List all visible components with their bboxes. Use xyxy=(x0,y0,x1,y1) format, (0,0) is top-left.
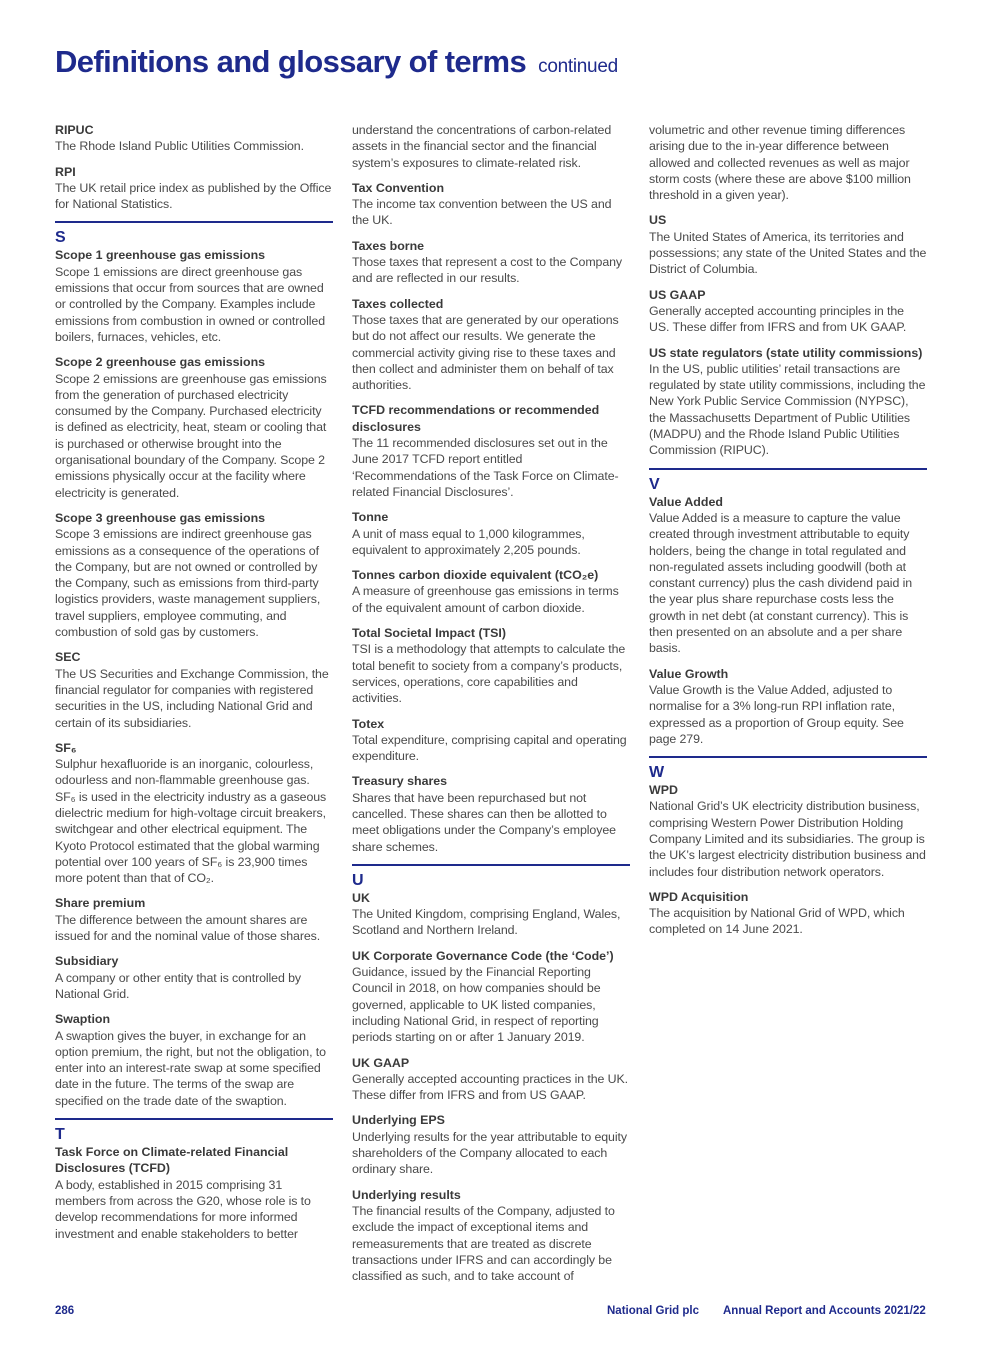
glossary-term: Scope 2 greenhouse gas emissions xyxy=(55,355,266,370)
glossary-definition: The difference between the amount shares are issued for and the nominal value of those shares. xyxy=(55,912,321,944)
glossary-term: Value Added xyxy=(649,494,723,509)
glossary-term: US state regulators (state utility commissions) xyxy=(649,345,923,360)
continued-definition: volumetric and other revenue timing differences arising due to the in-year difference between allowed and collected revenues as well as major storm costs (where these are above $100 million threshold in a given year). xyxy=(649,123,911,203)
footer-report-title: Annual Report and Accounts 2021/22 xyxy=(723,1305,926,1317)
glossary-term: Share premium xyxy=(55,896,146,911)
glossary-entry xyxy=(55,895,333,944)
glossary-term: US xyxy=(649,213,667,228)
glossary-definition: The acquisition by National Grid of WPD, which completed on 14 June 2021. xyxy=(649,906,905,937)
glossary-definition: The United Kingdom, comprising England, Wales, Scotland and Northern Ireland. xyxy=(352,907,621,938)
glossary-term: Taxes collected xyxy=(352,296,444,311)
glossary-entry xyxy=(352,948,630,1046)
continued-definition: understand the concentrations of carbon-related assets in the financial sector and the financial system’s exposures to climate-related risk. xyxy=(352,123,612,170)
glossary-column-2 xyxy=(352,122,630,1293)
glossary-definition: TSI is a methodology that attempts to calculate the total benefit to society from a company’s products, services, operations, core capabilities and activities. xyxy=(352,642,626,706)
glossary-term: Tax Convention xyxy=(352,180,445,195)
glossary-term: UK GAAP xyxy=(352,1055,410,1070)
glossary-entry xyxy=(649,212,927,277)
entry-group xyxy=(649,212,927,458)
glossary-term: TCFD recommendations or recommended disclosures xyxy=(352,403,600,434)
glossary-term: Treasury shares xyxy=(352,774,448,789)
glossary-term: Value Growth xyxy=(649,666,729,681)
glossary-entry xyxy=(352,625,630,706)
glossary-entry xyxy=(649,666,927,747)
glossary-definition: Those taxes that are generated by our operations but do not affect our results. We generate the commercial activity giving rise to these taxes and then collect and administer them on behalf of tax authorities. xyxy=(352,312,619,393)
glossary-definition: Sulphur hexafluoride is an inorganic, colourless, odourless and non-flammable greenhouse gas. SF₆ is used in the electricity industry as a gaseous dielectric medium for high-voltage circuit breakers, switchgear and other electrical equipment. The Kyoto Protocol estimated that the global warming potential over 100 years of SF₆ is 23,900 times more potent than that of CO₂. xyxy=(55,757,327,886)
glossary-term: SF₆ xyxy=(55,740,77,755)
section-letter: U xyxy=(352,871,364,889)
glossary-entry xyxy=(55,649,333,730)
glossary-definition: The US Securities and Exchange Commission, the financial regulator for companies with registered securities in the US, including National Grid and certain of its subsidiaries. xyxy=(55,666,329,730)
glossary-entry xyxy=(55,354,333,501)
glossary-term: UK xyxy=(352,890,370,905)
glossary-definition: A unit of mass equal to 1,000 kilogrammes, equivalent to approximately 2,205 pounds. xyxy=(352,526,585,557)
glossary-term: SEC xyxy=(55,650,81,665)
section-letter: T xyxy=(55,1126,65,1144)
glossary-definition: A measure of greenhouse gas emissions in terms of the equivalent amount of carbon dioxide. xyxy=(352,584,619,615)
glossary-definition: A body, established in 2015 comprising 31 members from across the G20, whose role is to develop recommendations for more informed investment and enable stakeholders to better xyxy=(55,1177,311,1241)
glossary-term: UK Corporate Governance Code (the ‘Code’) xyxy=(352,948,614,963)
glossary-entry xyxy=(55,122,333,155)
glossary-definition: Value Added is a measure to capture the value created through investment attributable to equity holders, being the change in total regulated and non-regulated assets including goodwill (both at constant currency) plus the cash dividend paid in the year plus share repurchase costs less the growth in net debt (at constant currency). This is then presented on an absolute and a per share basis. xyxy=(649,510,913,656)
page-number: 286 xyxy=(55,1305,75,1317)
glossary-entry xyxy=(352,509,630,558)
glossary-definition: The 11 recommended disclosures set out in the June 2017 TCFD report entitled ‘Recommendations of the Task Force on Climate-related Financial Disclosures’. xyxy=(352,436,619,499)
glossary-column-1 xyxy=(55,122,333,1251)
title-suffix: continued xyxy=(538,56,618,77)
glossary-term: Scope 3 greenhouse gas emissions xyxy=(55,510,266,525)
section-letter: S xyxy=(55,229,66,247)
glossary-definition: The UK retail price index as published by the Office for National Statistics. xyxy=(55,180,332,212)
glossary-definition: Value Growth is the Value Added, adjusted to normalise for a 3% long-run RPI inflation rate, expressed as a proportion of Group equity. See page 279. xyxy=(649,682,904,746)
section-letter: V xyxy=(649,475,660,493)
glossary-entry xyxy=(55,510,333,640)
glossary-entry xyxy=(55,953,333,1002)
glossary-definition: Scope 3 emissions are indirect greenhouse gas emissions as a consequence of the operations of the Company, but are not owned or controlled by the Company, such as emissions from third-party logistics providers, waste management suppliers, travel suppliers, employee commuting, and combustion of sold gas by customers. xyxy=(55,527,321,640)
glossary-entry xyxy=(352,773,630,854)
glossary-entry xyxy=(352,296,630,394)
glossary-definition: Total expenditure, comprising capital and operating expenditure. xyxy=(352,732,627,764)
glossary-term: Tonnes carbon dioxide equivalent (tCO₂e) xyxy=(352,568,599,583)
glossary-entry xyxy=(352,238,630,287)
glossary-definition: The United States of America, its territories and possessions; any state of the United States and the District of Columbia. xyxy=(649,229,927,277)
glossary-entry xyxy=(649,494,927,657)
glossary-entry xyxy=(352,1187,630,1285)
glossary-term: Subsidiary xyxy=(55,954,119,969)
glossary-term: Underlying EPS xyxy=(352,1113,445,1128)
glossary-term: Tonne xyxy=(352,510,389,525)
glossary-definition: Generally accepted accounting practices in the UK. These differ from IFRS and from US GAAP. xyxy=(352,1071,629,1103)
glossary-entry xyxy=(352,890,630,939)
glossary-entry xyxy=(352,1055,630,1104)
glossary-definition: Those taxes that represent a cost to the Company and are reflected in our results. xyxy=(352,255,623,286)
section-u xyxy=(352,864,630,1285)
glossary-entry xyxy=(55,1011,333,1109)
glossary-definition: Shares that have been repurchased but not cancelled. These shares can then be allotted to meet obligations under the Company’s employee share schemes. xyxy=(352,790,616,854)
section-v xyxy=(649,468,927,747)
glossary-term: WPD xyxy=(649,783,678,798)
glossary-term: WPD Acquisition xyxy=(649,889,749,904)
glossary-definition: A swaption gives the buyer, in exchange for an option premium, the right, but not the obligation, to enter into an interest-rate swap at some specified date in the future. The terms of the swap are specified on the trade date of the swaption. xyxy=(55,1028,326,1108)
glossary-entry xyxy=(352,180,630,229)
glossary-definition: The financial results of the Company, adjusted to exclude the impact of exceptional items and remeasurements that are treated as discrete transactions under IFRS and can accordingly be classified as such, and to take account of xyxy=(352,1203,615,1284)
glossary-entry xyxy=(352,567,630,616)
footer-company: National Grid plc xyxy=(607,1305,700,1317)
glossary-entry xyxy=(352,1112,630,1177)
glossary-definition: Scope 2 emissions are greenhouse gas emissions from the generation of purchased electricity consumed by the Company. Purchased electricity is defined as electricity, heat, steam or cooling that is purchased or otherwise brought into the organisational boundary of the Company. Scope 2 emissions physically occur at the facility where electricity is generated. xyxy=(55,371,327,500)
glossary-definition: A company or other entity that is controlled by National Grid. xyxy=(55,970,301,1001)
glossary-definition: The Rhode Island Public Utilities Commission. xyxy=(55,139,304,154)
section-s xyxy=(55,221,333,1109)
section-t xyxy=(55,1118,333,1242)
page-title xyxy=(55,44,618,80)
glossary-column-3 xyxy=(649,122,927,947)
glossary-term: Taxes borne xyxy=(352,238,425,253)
glossary-definition: In the US, public utilities’ retail transactions are regulated by state utility commissions, including the New York Public Service Commission (NYPSC), the Massachusetts Department of Public Utilities (MADPU) and the Rhode Island Public Utilities Commission (RIPUC). xyxy=(649,361,926,458)
glossary-term: Total Societal Impact (TSI) xyxy=(352,626,506,641)
glossary-entry xyxy=(649,889,927,938)
entry-group xyxy=(55,122,333,212)
section-letter: W xyxy=(649,764,665,782)
glossary-term: RPI xyxy=(55,164,76,179)
glossary-entry xyxy=(649,782,927,880)
glossary-entry xyxy=(352,402,630,500)
glossary-term: Underlying results xyxy=(352,1187,461,1202)
glossary-definition: Underlying results for the year attributable to equity shareholders of the Company allocated to each ordinary share. xyxy=(352,1129,627,1177)
glossary-term: Scope 1 greenhouse gas emissions xyxy=(55,248,266,263)
section-w xyxy=(649,756,927,938)
glossary-definition: Generally accepted accounting principles in the US. These differ from IFRS and from UK GAAP. xyxy=(649,303,907,335)
glossary-definition: Guidance, issued by the Financial Reporting Council in 2018, on how companies should be governed, applicable to UK listed companies, including National Grid, in respect of reporting periods starting on or after 1 January 2019. xyxy=(352,965,601,1045)
glossary-entry xyxy=(55,1144,333,1242)
glossary-entry xyxy=(352,716,630,765)
glossary-entry xyxy=(55,164,333,213)
glossary-term: US GAAP xyxy=(649,287,706,302)
glossary-entry xyxy=(55,740,333,887)
entry-group xyxy=(352,180,630,855)
glossary-entry xyxy=(649,345,927,459)
glossary-entry xyxy=(55,247,333,345)
glossary-entry xyxy=(649,287,927,336)
glossary-term: Swaption xyxy=(55,1012,111,1027)
title-main: Definitions and glossary of terms xyxy=(55,44,527,79)
glossary-term: RIPUC xyxy=(55,123,94,137)
glossary-definition: Scope 1 emissions are direct greenhouse gas emissions that occur from sources that are owned or controlled by the Company. Examples include emissions from combustion in owned or controlled boilers, furnaces, vehicles, etc. xyxy=(55,264,325,344)
glossary-term: Task Force on Climate-related Financial Disclosures (TCFD) xyxy=(55,1145,289,1176)
glossary-term: Totex xyxy=(352,716,385,731)
glossary-definition: The income tax convention between the US and the UK. xyxy=(352,197,612,228)
glossary-definition: National Grid’s UK electricity distribution business, comprising Western Power Distribution Holding Company Limited and its subsidiaries. The group is the UK’s largest electricity distribution business and includes four distribution network operators. xyxy=(649,799,926,879)
